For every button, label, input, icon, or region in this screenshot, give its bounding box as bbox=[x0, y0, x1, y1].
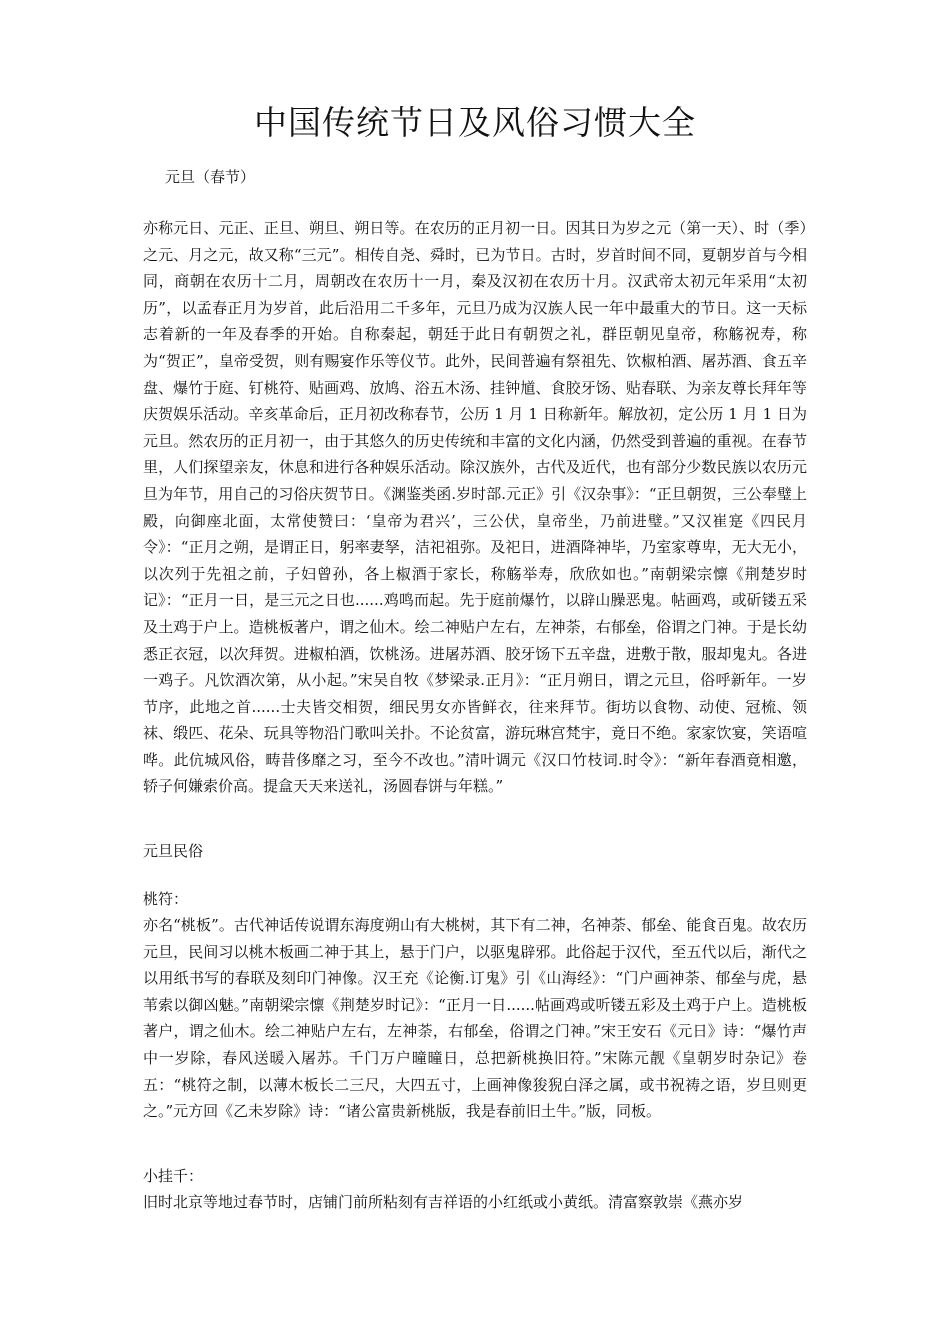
document-title: 中国传统节日及风俗习惯大全 bbox=[254, 103, 696, 142]
customs-heading: 元旦民俗 bbox=[143, 842, 204, 860]
xiaoguaqian-paragraph: 旧时北京等地过春节时，店铺门前所粘刻有吉祥语的小红纸或小黄纸。清富察敦崇《燕亦岁 bbox=[143, 1193, 744, 1211]
taofu-label: 桃符： bbox=[143, 890, 189, 908]
taofu-paragraph: 亦名“桃板”。古代神话传说谓东海度朔山有大桃树，其下有二神，名神荼、郁垒、能食百鬼。故农历元旦，民间习以桃木板画二神于其上，悬于门户，以驱鬼辟邪。此俗起于汉代，至五代以后，渐代之以用纸书写的春联及刻印门神像。汉王充《论衡.订鬼》引《山海经》：“门户画神荼、郁垒与虎，悬苇索以御凶魅。”南朝梁宗懔《荆楚岁时记》：“正月一日......帖画鸡或听镂五彩及土鸡于户上。造桃板著户，谓之仙木。绘二神贴户左右，左神荼，右郁垒，俗谓之门神。”宋王安石《元日》诗：“爆竹声中一岁除，春风送暖入屠苏。千门万户曈曈日，总把新桃换旧符。”宋陈元靓《皇朝岁时杂记》卷五：“桃符之制，以薄木板长二三尺，大四五寸，上画神像狻猊白泽之属，或书祝祷之语，岁旦则更之。”元方回《乙未岁除》诗：“诸公富贵新桃版，我是春前旧土牛。”版，同板。 bbox=[143, 916, 807, 1121]
xiaoguaqian-label: 小挂千： bbox=[143, 1167, 204, 1185]
section-heading: 元旦（春节） bbox=[165, 168, 256, 186]
intro-paragraph: 亦称元日、元正、正旦、朔旦、朔日等。在农历的正月初一日。因其日为岁之元（第一天）、时（季）之元、月之元，故又称“三元”。相传自尧、舜时，已为节日。古时，岁首时间不同，夏朝岁首与今相同，商朝在农历十二月，周朝改在农历十一月，秦及汉初在农历十月。汉武帝太初元年采用“太初历”，以孟春正月为岁首，此后沿用二千多年，元旦乃成为汉族人民一年中最重大的节日。这一天标志着新的一年及春季的开始。自称秦起，朝廷于此日有朝贺之礼，群臣朝见皇帝，称觞祝寿，称为“贺正”，皇帝受贺，则有赐宴作乐等仪节。此外，民间普遍有祭祖先、饮椒柏酒、屠苏酒、食五辛盘、爆竹于庭、钉桃符、贴画鸡、放鸠、浴五木汤、挂钟馗、食胶牙饧、贴春联、为亲友尊长拜年等庆贺娱乐活动。辛亥革命后，正月初改称春节，公历 1 月 1 日称新年。解放初，定公历 1 月 1 日为元旦。然农历的正月初一，由于其悠久的历史传统和丰富的文化内涵，仍然受到普遍的重视。在春节里，人们探望亲友，休息和进行各种娱乐活动。除汉族外，古代及近代，也有部分少数民族以农历元旦为年节，用自己的习俗庆贺节日。《渊鉴类函.岁时部.元正》引《汉杂事》：“正旦朝贺，三公奉璧上殿，向御座北面，太常使赞曰：‘皇帝为君兴’，三公伏，皇帝坐，乃前进璧。”又汉崔寔《四民月令》：“正月之朔，是谓正日，躬率妻孥，洁祀祖弥。及祀日，进酒降神毕，乃室家尊卑，无大无小，以次列于先祖之前，子妇曾孙，各上椒酒于家长，称觞举寿，欣欣如也。”南朝梁宗懔《荆楚岁时记》：“正月一日，是三元之日也......鸡鸣而起。先于庭前爆竹，以辟山臊恶鬼。帖画鸡，或斫镂五采及土鸡于户上。造桃板著户，谓之仙木。绘二神贴户左右，左神荼，右郁垒，俗谓之门神。于是长幼悉正衣冠，以次拜贺。进椒柏酒，饮桃汤。进屠苏酒、胶牙饧下五辛盘，进敷于散，服却鬼丸。各进一鸡子。凡饮酒次第，从小起。”宋吴自牧《梦梁录.正月》：“正月朔日，谓之元旦，俗呼新年。一岁节序，此地之首......士夫皆交相贺，细民男女亦皆鲜衣，往来拜节。街坊以食物、动使、冠梳、领袜、缎匹、花朵、玩具等物沿门歌叫关扑。不论贫富，游玩琳宫梵宇，竟日不绝。家家饮宴，笑语喧哗。此伉城风俗，畴昔侈靡之习，至今不改也。”清叶调元《汉口竹枝词.时令》：“新年春酒竟相邀，轿子何嫌索价高。提盒天天来送礼，汤圆春饼与年糕。” bbox=[143, 219, 807, 796]
